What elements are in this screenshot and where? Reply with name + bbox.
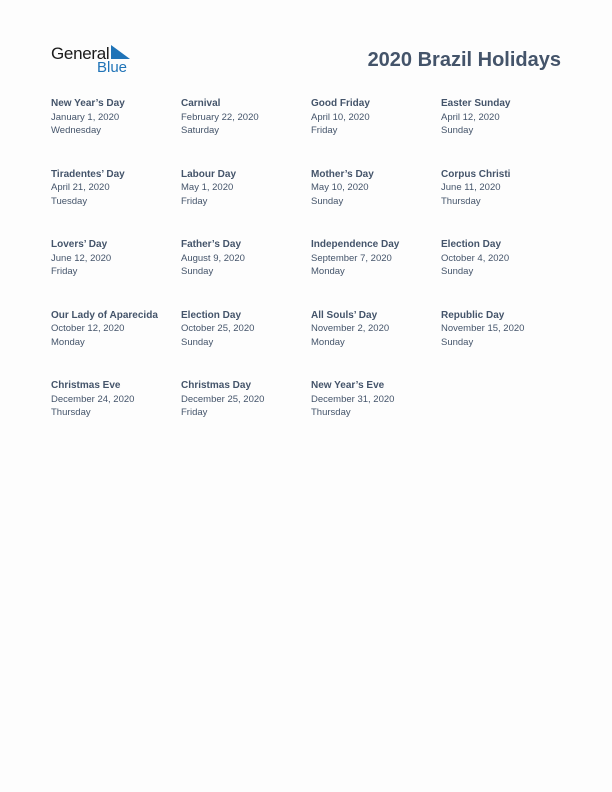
holiday-name: Independence Day <box>311 239 400 250</box>
holiday-weekday: Thursday <box>441 195 481 207</box>
holiday-date: August 9, 2020 <box>181 252 245 264</box>
holiday-name: Good Friday <box>311 98 370 109</box>
holiday-name: Easter Sunday <box>441 98 511 109</box>
holiday-item <box>51 168 181 239</box>
holiday-item <box>51 379 181 450</box>
holiday-weekday: Friday <box>181 195 208 207</box>
holiday-item <box>181 168 311 239</box>
holiday-weekday: Sunday <box>441 125 474 137</box>
holiday-item <box>441 97 571 168</box>
holiday-date: December 31, 2020 <box>311 393 395 405</box>
holiday-date: December 25, 2020 <box>181 393 265 405</box>
holiday-name: Labour Day <box>181 168 237 180</box>
holiday-date: April 10, 2020 <box>311 111 370 123</box>
holiday-item <box>441 168 571 239</box>
holiday-weekday: Sunday <box>181 266 214 278</box>
holiday-name: Our Lady of Aparecida <box>51 309 158 321</box>
logo <box>51 44 141 78</box>
holiday-item <box>181 379 311 450</box>
holiday-date: June 12, 2020 <box>51 252 112 264</box>
holiday-weekday: Monday <box>311 336 345 348</box>
holiday-item <box>181 309 311 380</box>
holiday-date: November 2, 2020 <box>311 323 390 335</box>
holiday-weekday: Thursday <box>51 407 91 419</box>
holiday-name: Father’s Day <box>181 239 242 250</box>
holiday-name: Carnival <box>181 98 221 109</box>
holiday-item <box>51 238 181 309</box>
holiday-name: Election Day <box>181 309 242 321</box>
holiday-name: All Souls’ Day <box>311 309 378 321</box>
holiday-name: Christmas Day <box>181 380 252 391</box>
holiday-weekday: Monday <box>311 266 345 278</box>
holiday-date: January 1, 2020 <box>51 111 120 123</box>
holiday-item <box>181 238 311 309</box>
holiday-item <box>51 309 181 380</box>
holiday-date: October 4, 2020 <box>441 252 510 264</box>
holiday-weekday: Sunday <box>181 336 214 348</box>
holiday-name: Tiradentes’ Day <box>51 168 125 180</box>
holiday-name: Election Day <box>441 239 502 250</box>
holiday-name: New Year’s Day <box>51 98 125 109</box>
holiday-name: Republic Day <box>441 309 505 321</box>
holiday-date: May 1, 2020 <box>181 182 234 194</box>
holiday-date: April 12, 2020 <box>441 111 500 123</box>
holiday-item <box>441 309 571 380</box>
holiday-date: September 7, 2020 <box>311 252 392 264</box>
holiday-weekday: Friday <box>51 266 78 278</box>
holiday-date: October 25, 2020 <box>181 323 255 335</box>
holiday-date: May 10, 2020 <box>311 182 369 194</box>
holiday-grid <box>51 97 571 450</box>
logo-text-blue: Blue <box>97 59 128 76</box>
holiday-item <box>311 168 441 239</box>
holiday-item <box>181 97 311 168</box>
holiday-date: November 15, 2020 <box>441 323 525 335</box>
holiday-item <box>441 238 571 309</box>
holiday-weekday: Friday <box>181 407 208 419</box>
holiday-weekday: Wednesday <box>51 125 101 137</box>
holiday-weekday: Saturday <box>181 125 220 137</box>
holiday-date: December 24, 2020 <box>51 393 135 405</box>
holiday-weekday: Friday <box>311 125 338 137</box>
holiday-item <box>311 309 441 380</box>
holiday-date: February 22, 2020 <box>181 111 259 123</box>
holiday-item <box>311 238 441 309</box>
flag-icon <box>111 45 130 59</box>
page-title: 2020 Brazil Holidays <box>367 49 561 71</box>
holiday-weekday: Monday <box>51 336 85 348</box>
holiday-weekday: Thursday <box>311 407 351 419</box>
holiday-weekday: Sunday <box>441 266 474 278</box>
holiday-date: April 21, 2020 <box>51 182 110 194</box>
holiday-name: New Year’s Eve <box>311 380 385 391</box>
holiday-name: Lovers’ Day <box>51 239 108 250</box>
holiday-item <box>311 379 441 450</box>
holiday-date: October 12, 2020 <box>51 323 125 335</box>
holiday-weekday: Sunday <box>441 336 474 348</box>
holiday-item <box>51 97 181 168</box>
holiday-date: June 11, 2020 <box>441 182 501 194</box>
holiday-name: Corpus Christi <box>441 168 511 180</box>
holiday-weekday: Tuesday <box>51 195 88 207</box>
holiday-item <box>311 97 441 168</box>
logo-text-general: General <box>51 44 110 63</box>
holiday-name: Christmas Eve <box>51 380 121 391</box>
holiday-weekday: Sunday <box>311 195 344 207</box>
holiday-name: Mother’s Day <box>311 168 374 180</box>
